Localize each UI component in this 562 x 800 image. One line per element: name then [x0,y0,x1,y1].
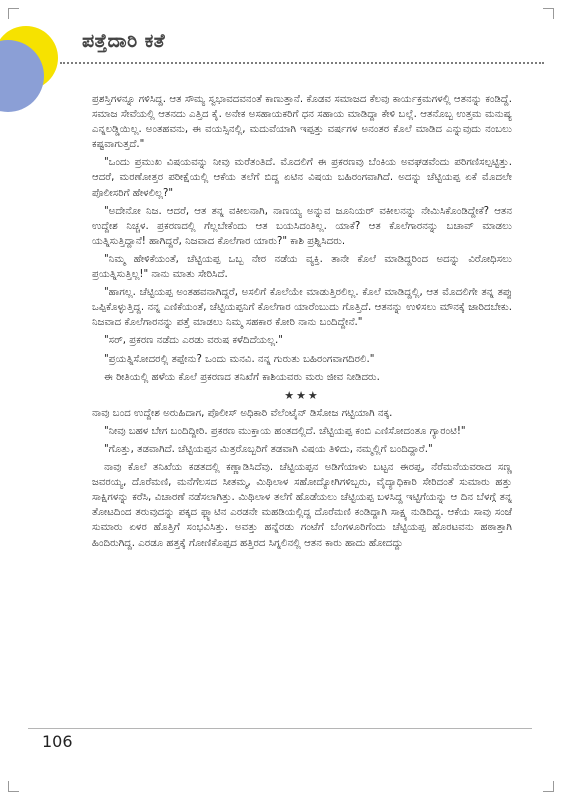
paragraph: "ಹಾಗಲ್ಲ. ಚೆಟ್ಟಿಯಪ್ಪ ಅಂತಹವನಾಗಿದ್ದರೆ, ಅಸಲಿಗೆ ಕೊಲೆಯೇ ಮಾಡುತ್ತಿರಲಿಲ್ಲ. ಕೊಲೆ ಮಾಡಿದ್ದಲ್ಲಿ, ಆತ ಮೊದಲಿಗೇ ತನ್ನ ತಪ್ಪು ಒಪ್ಪಿಕೊಳ್ಳುತ್ತಿದ್ದ. ನನ್ನ ಎಣಿಕೆಯಂತೆ, ಚೆಟ್ಟಿಯಪ್ಪನಿಗೆ ಕೊಲೆಗಾರ ಯಾರೆಂಬುದು ಗೊತ್ತಿದೆ. ಆತನನ್ನು ಉಳಿಸಲು ಮೌನಕ್ಕೆ ಜಾರಿದಬೇಕು. ನಿಜವಾದ ಕೊಲೆಗಾರನನ್ನು ಪತ್ತೆ ಮಾಡಲು ನಿಮ್ಮ ಸಹಕಾರ ಕೋರಿ ನಾನು ಬಂದಿದ್ದೇನೆ." [92,287,512,329]
paragraph: ಪ್ರಶಸ್ತಿಗಳನ್ನೂ ಗಳಿಸಿದ್ದ. ಆತ ಸೌಮ್ಯ ಸ್ವಭಾವದವನಂತೆ ಕಾಣುತ್ತಾನೆ. ಕೊಡವ ಸಮಾಜದ ಕೆಲವು ಕಾರ್ಯಕ್ರಮಗಳಲ್ಲಿ ಆತನನ್ನು ಕಂಡಿದ್ದೆ. ಸಮಾಜ ಸೇವೆಯಲ್ಲಿ ಆತನದು ಎತ್ತಿದ ಕೈ. ಅನೇಕ ಅಸಹಾಯಕರಿಗೆ ಧನ ಸಹಾಯ ಮಾಡಿದ್ದಾ ಕೇಳಿ ಬಲ್ಲೆ. ಆತನೊಬ್ಬ ಉತ್ತಮ ಮನುಷ್ಯ ಎನ್ನಲಡ್ಡಿಯಿಲ್ಲ. ಅಂತಹವನು, ಈ ವಯಸ್ಸಿನಲ್ಲಿ, ಮದುವೆಯಾಗಿ ಇಪ್ಪತ್ತು ವರ್ಷಗಳ ಅನಂತರ ಕೊಲೆ ಮಾಡಿದ ಎನ್ನುವುದು ನಂಬಲು ಕಷ್ಟವಾಗುತ್ತದೆ." [92,94,512,151]
section-break-stars: ★★★ [284,388,320,402]
paragraph: "ನಿಮ್ಮ ಹೇಳಿಕೆಯಂತೆ, ಚೆಟ್ಟಿಯಪ್ಪ ಒಬ್ಬ ನೇರ ನಡೆಯ ವ್ಯಕ್ತಿ. ತಾನೇ ಕೊಲೆ ಮಾಡಿದ್ದರಿಂದ ಅದನ್ನು ವಿರೋಧಿಸಲು ಪ್ರಯತ್ನಿಸುತ್ತಿಲ್ಲ!" ನಾನು ಮಾತು ಸೇರಿಸಿದೆ. [92,253,512,281]
paragraph: "ಸರ್, ಪ್ರಕರಣ ನಡೆದು ಎರಡು ವರುಷ ಕಳೆದಿದೆಯಲ್ಲ." [104,335,283,347]
page-number: 106 [42,732,73,751]
crop-mark-top-left [8,8,19,19]
running-header-title: ಪತ್ತೆದಾರಿ ಕತೆ [82,30,166,52]
crop-mark-top-right [543,8,554,19]
crop-mark-bottom-right [543,781,554,792]
paragraph: ನಾವು ಬಂದ ಉದ್ದೇಶ ಅರುಹಿದಾಗ, ಪೊಲೀಸ್ ಅಧಿಕಾರಿ ವೆಲೆಂಟೈನ್ ಡಿಸೋಜ ಗಟ್ಟಿಯಾಗಿ ನಕ್ಕ. [92,407,393,419]
paragraph: "ಒಂದು ಪ್ರಮುಖ ವಿಷಯವನ್ನು ನೀವು ಮರೆತಂತಿದೆ. ಮೊದಲಿಗೆ ಈ ಪ್ರಕರಣವು ಬೆಂಕಿಯ ಅವಘಡವೆಂದು ಪರಿಗಣಿಸಲ್ಪಟ್ಟಿತ್ತು. ಆದರೆ, ಮರಣೋತ್ತರ ಪರೀಕ್ಷೆಯಲ್ಲಿ ಆಕೆಯ ತಲೆಗೆ ಬಿದ್ದ ಏಟಿನ ವಿಷಯ ಬಹಿರಂಗವಾಗಿದೆ. ಅದನ್ನು ಚೆಟ್ಟಿಯಪ್ಪ ಏಕೆ ಮೊದಲೇ ಪೊಲೀಸರಿಗೆ ಹೇಳಲಿಲ್ಲ?" [92,157,512,199]
paragraph: "ನೀವು ಬಹಳ ಬೇಗ ಬಂದಿದ್ದೀರಿ. ಪ್ರಕರಣ ಮುಕ್ತಾಯ ಹಂತದಲ್ಲಿದೆ. ಚೆಟ್ಟಿಯಪ್ಪ ಕಂಬಿ ಎಣಿಸೋದಂತೂ ಗ್ಯಾರಂಟಿ!" [104,425,466,437]
crop-mark-bottom-left [8,781,19,792]
story-body [92,92,512,554]
footer-rule [28,728,532,729]
header-dotted-rule [60,62,544,64]
paragraph: "ಪ್ರಯತ್ನಿಸೋದರಲ್ಲಿ ತಪ್ಪೇನು? ಒಂದು ಮನವಿ. ನನ್ನ ಗುರುತು ಬಹಿರಂಗವಾಗದಿರಲಿ." [104,353,375,365]
paragraph: ನಾವು ಕೊಲೆ ತನಿಖೆಯ ಕಡತದಲ್ಲಿ ಕಣ್ಣಾಡಿಸಿದೆವು. ಚೆಟ್ಟಿಯಪ್ಪನ ಅಡಿಗೆಯಾಳು ಬಟ್ಟನ ಈರಪ್ಪ, ನೆರೆಮನೆಯವರಾದ ಸಣ್ಣ ಜವರಯ್ಯ, ದೊರೆಮಣಿ, ಮನೆಗೆಲಸದ ಸೀತಮ್ಮ, ಮಿಥಿಲಾಳ ಸಹೋದ್ಯೋಗಿಗಳಿಬ್ಬರು, ವೈದ್ಯಾಧಿಕಾರಿ ಸೇರಿದಂತೆ ಸುಮಾರು ಹತ್ತು ಸಾಕ್ಷಿಗಳನ್ನು ಕರೆಸಿ, ವಿಚಾರಣೆ ನಡೆಸಲಾಗಿತ್ತು. ಮಿಥಿಲಾಳ ತಲೆಗೆ ಹೊಡೆಯಲು ಚೆಟ್ಟಿಯಪ್ಪ ಬಳಸಿದ್ದ ಇಟ್ಟಿಗೆಯನ್ನು ಆ ದಿನ ಬೆಳಗ್ಗೆ ತನ್ನ ತೋಟದಿಂದ ತರುವುದನ್ನು ಪಕ್ಕದ ಫ್ಲ್ಯಾಟಿನ ಎರಡನೇ ಮಹಡಿಯಲ್ಲಿದ್ದ ದೊರೆಮಣಿ ಕಂಡಿದ್ದಾಗಿ ಸಾಕ್ಷ್ಯ ನುಡಿದಿದ್ದ. ಆಕೆಯ ಸಾವು ಸಂಜೆ ಸುಮಾರು ಏಳರ ಹೊತ್ತಿಗೆ ಸಂಭವಿಸಿತ್ತು. ಅವತ್ತು ಹನ್ನೆರಡು ಗಂಟೆಗೆ ಬೆಂಗಳೂರಿಗೆಂದು ಚೆಟ್ಟಿಯಪ್ಪ ಹೊರಟವನು ಹಠಾತ್ತಾಗಿ ಹಿಂದಿರುಗಿದ್ದ. ಎರಡೂ ಹತ್ತಕ್ಕೆ ಗೋಣಿಕೊಪ್ಪದ ಹತ್ತಿರದ ಸಿಗ್ನಲಿನಲ್ಲಿ ಆತನ ಕಾರು ಹಾದು ಹೋದದ್ದು [92,462,512,549]
paragraph: "ಅದೇನೋ ನಿಜ. ಆದರೆ, ಆತ ತನ್ನ ವಕೀಲನಾಗಿ, ನಾಣಯ್ಯ ಅನ್ನುವ ಜೂನಿಯರ್ ವಕೀಲನನ್ನು ನೇಮಿಸಿಕೊಂಡಿದ್ದೇಕೆ? ಆತನ ಉದ್ದೇಶ ನಿಚ್ಚಳ. ಪ್ರಕರಣದಲ್ಲಿ ಗೆಲ್ಲಬೇಕೆಂದು ಆತ ಬಯಸಿದಂತಿಲ್ಲ. ಯಾಕೆ? ಆತ ಕೊಲೆಗಾರನನ್ನು ಬಚಾವ್ ಮಾಡಲು ಯತ್ನಿಸುತ್ತಿದ್ದಾನೆ! ಹಾಗಿದ್ದರೆ, ನಿಜವಾದ ಕೊಲೆಗಾರ ಯಾರು?" ಕಾಶಿ ಪ್ರಶ್ನಿಸಿದರು. [92,205,512,247]
paragraph: ಈ ರೀತಿಯಲ್ಲಿ ಹಳೆಯ ಕೊಲೆ ಪ್ರಕರಣದ ತನಿಖೆಗೆ ಕಾಶಿಯವರು ಮರು ಜೀವ ನೀಡಿದರು. [104,371,380,383]
paragraph: "ಗೊತ್ತು, ತಡವಾಗಿದೆ. ಚೆಟ್ಟಿಯಪ್ಪನ ಮಿತ್ರರೊಬ್ಬರಿಗೆ ತಡವಾಗಿ ವಿಷಯ ತಿಳಿದು, ನಮ್ಮಲ್ಲಿಗೆ ಬಂದಿದ್ದಾರೆ." [104,443,433,455]
